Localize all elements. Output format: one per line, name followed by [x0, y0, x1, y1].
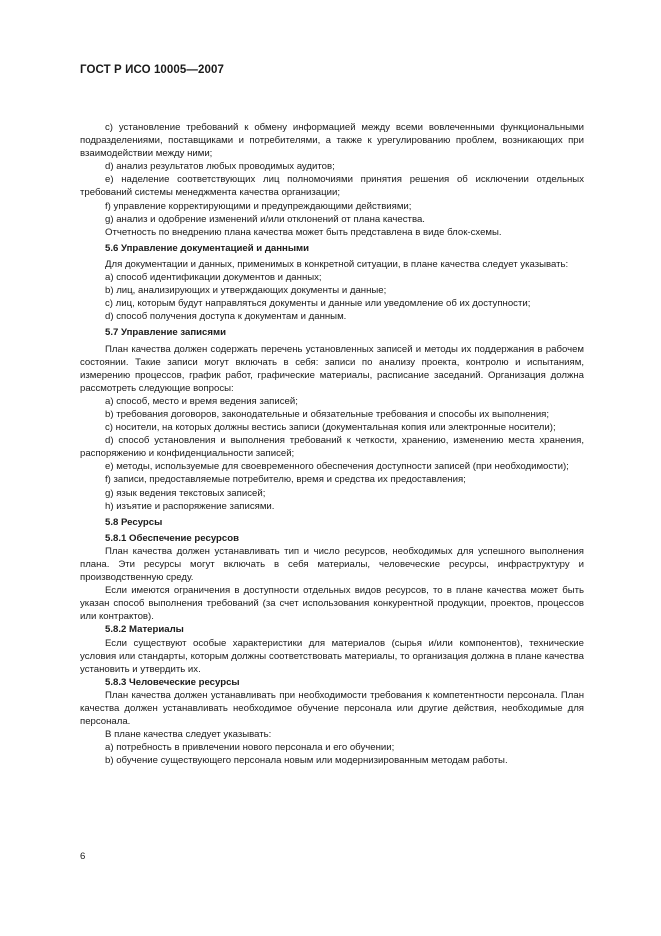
paragraph: В плане качества следует указывать:	[105, 729, 272, 741]
list-item-c: c) установление требований к обмену информацией между всеми вовлеченными функциональными подразделениями, поставщиками и потребителями, а также к урегулированию проблем, возникающих при взаимодействии между ними;	[80, 122, 584, 160]
list-item-f: f) записи, предоставляемые потребителю, время и средства их предоставления;	[105, 474, 466, 486]
list-item-d: d) способ установления и выполнения требований к четкости, хранению, изменению места хранения, распоряжению и конфиденциальности записей;	[80, 435, 584, 460]
list-item-c: c) лиц, которым будут направляться документы и данные или уведомление об их доступности;	[105, 298, 531, 310]
section-heading-5-7: 5.7 Управление записями	[105, 327, 226, 339]
section-heading-5-8-1: 5.8.1 Обеспечение ресурсов	[105, 532, 239, 544]
list-item-b: b) обучение существующего персонала новым или модернизированным методам работы.	[105, 755, 508, 767]
list-item-d: d) анализ результатов любых проводимых аудитов;	[105, 161, 335, 173]
list-item-h: h) изъятие и распоряжение записями.	[105, 500, 275, 512]
page-number: 6	[80, 851, 86, 862]
document-body	[80, 121, 584, 768]
paragraph: План качества должен устанавливать при необходимости требования к компетентности персонала. План качества должен устанавливать необходимое обучение персонала или другие действия, необходимые для персонала.	[80, 689, 584, 728]
list-item-b: b) лиц, анализирующих и утверждающих документы и данные;	[105, 285, 387, 297]
list-item-c: c) носители, на которых должны вестись записи (документальная копия или электронные носители);	[105, 422, 556, 434]
document-header: ГОСТ Р ИСО 10005—2007	[80, 64, 225, 76]
section-heading-5-8: 5.8 Ресурсы	[105, 516, 163, 528]
list-item-f: f) управление корректирующими и предупреждающими действиями;	[105, 200, 412, 212]
paragraph: Если существуют особые характеристики для материалов (сырья и/или компонентов), технические условия или стандарты, которым должны соответствовать материалы, то организация должна в плане качества установить и утвердить их.	[80, 637, 584, 675]
list-item-g: g) анализ и одобрение изменений и/или отклонений от плана качества.	[105, 213, 425, 225]
paragraph: Для документации и данных, применимых в конкретной ситуации, в плане качества следует указывать:	[105, 258, 569, 270]
paragraph: План качества должен содержать перечень установленных записей и методы их поддержания в рабочем состоянии. Такие записи могут включать в себя: записи по анализу проекта, контролю и испытаниям, измерению процессов, график работ, графические материалы, расписание заседаний. Организация должна рассмотреть следующие вопросы:	[80, 343, 584, 394]
paragraph: Отчетность по внедрению плана качества может быть представлена в виде блок-схемы.	[105, 226, 502, 238]
paragraph: Если имеются ограничения в доступности отдельных видов ресурсов, то в плане качества может быть указан способ выполнения требований (за счет использования конкурентной продукции, проектов, процессов или контрактов).	[80, 585, 584, 623]
list-item-b: b) требования договоров, законодательные и обязательные требования и способы их выполнения;	[105, 408, 550, 420]
section-heading-5-8-2: 5.8.2 Материалы	[105, 624, 184, 636]
list-item-g: g) язык ведения текстовых записей;	[105, 487, 266, 499]
paragraph: План качества должен устанавливать тип и число ресурсов, необходимых для успешного выполнения плана. Эти ресурсы могут включать в себя материалы, человеческие ресурсы, инфраструктуру и производственную среду.	[80, 545, 584, 584]
list-item-d: d) способ получения доступа к документам и данным.	[105, 311, 347, 323]
list-item-a: a) потребность в привлечении нового персонала и его обучении;	[105, 742, 395, 754]
list-item-a: a) способ, место и время ведения записей;	[105, 395, 298, 407]
list-item-e: e) методы, используемые для своевременного обеспечения доступности записей (при необходимости);	[105, 461, 569, 473]
list-item-a: a) способ идентификации документов и данных;	[105, 272, 322, 284]
section-heading-5-8-3: 5.8.3 Человеческие ресурсы	[105, 676, 240, 688]
section-heading-5-6: 5.6 Управление документацией и данными	[105, 242, 310, 254]
list-item-e: e) наделение соответствующих лиц полномочиями принятия решения об исключении отдельных требований системы менеджмента качества организации;	[80, 174, 584, 199]
